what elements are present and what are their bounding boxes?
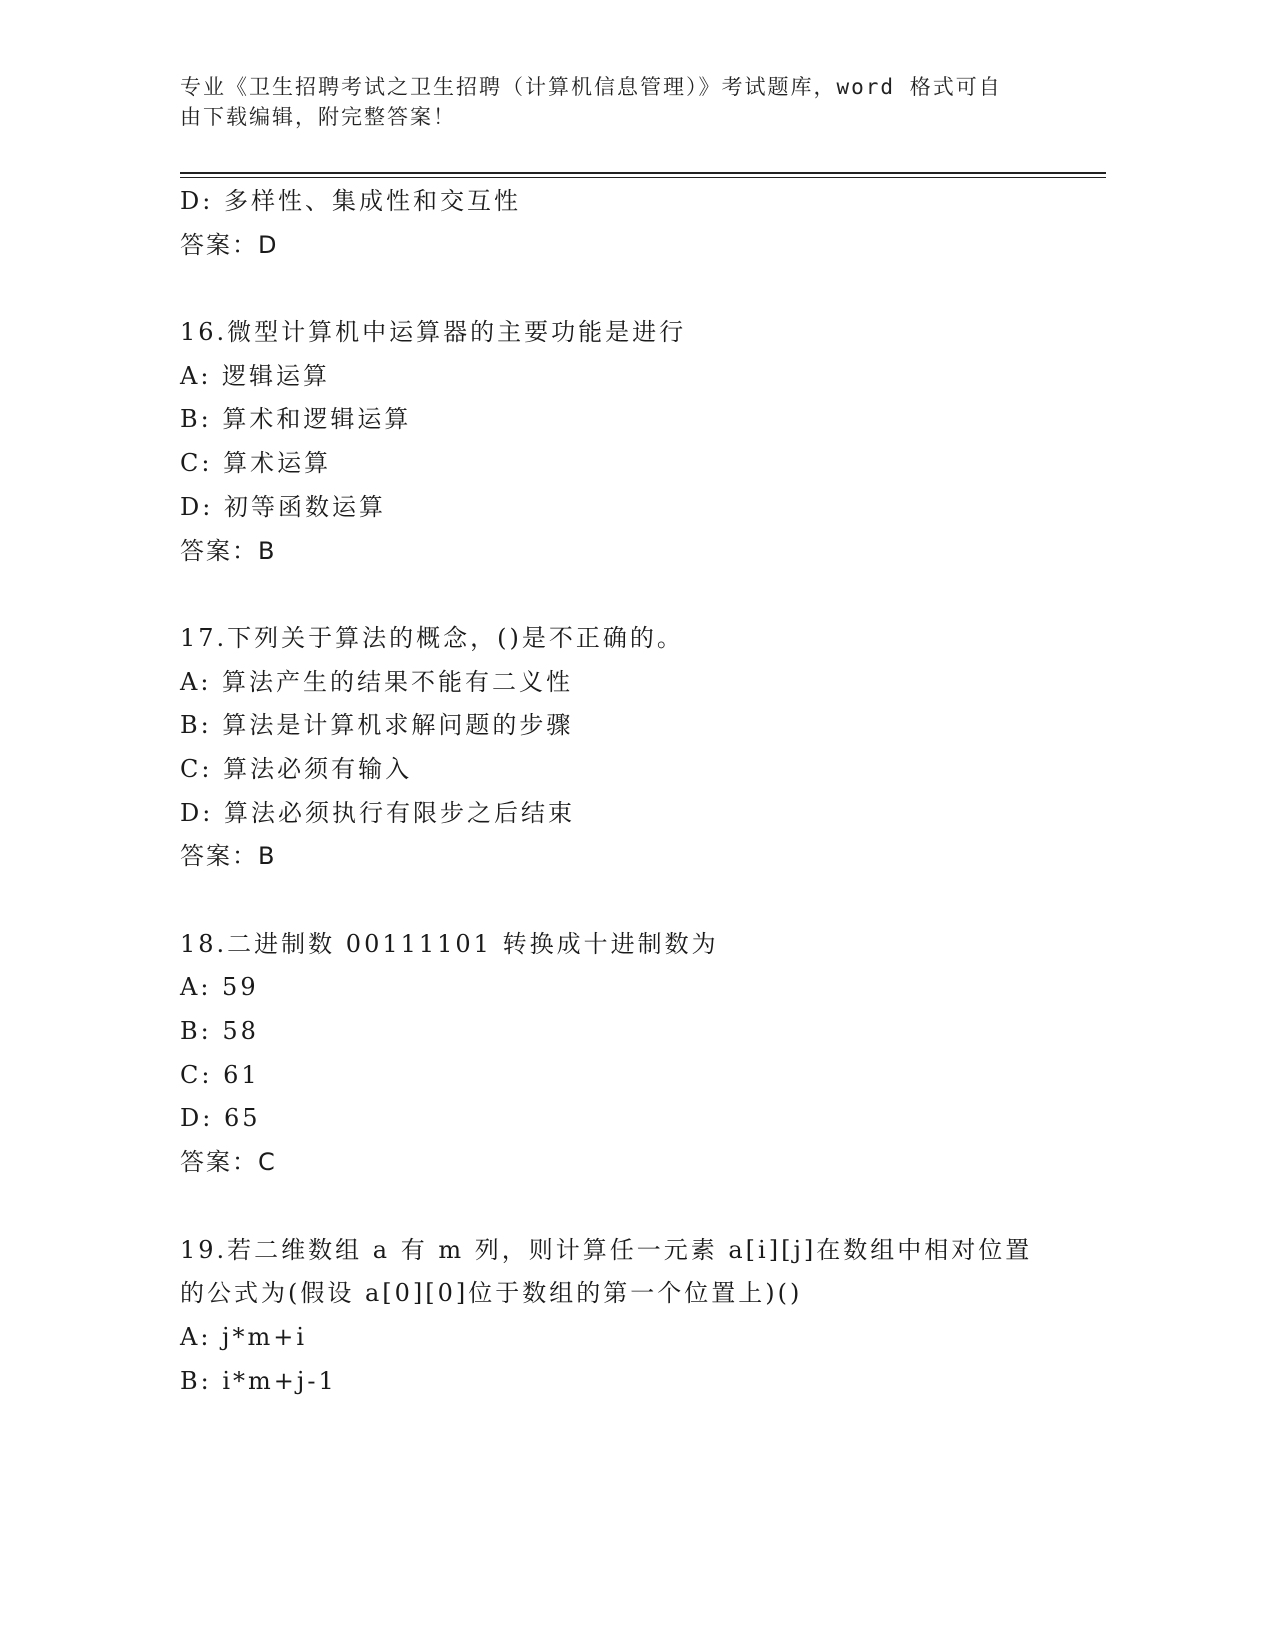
option-b: B: 算法是计算机求解问题的步骤: [180, 711, 574, 740]
question-stem: 17.下列关于算法的概念，()是不正确的。: [180, 623, 684, 652]
prev-option-d: D: 多样性、集成性和交互性: [180, 187, 521, 215]
question-stem: 18.二进制数 00111101 转换成十进制数为: [180, 929, 719, 958]
header-line-2: 由下载编辑，附完整答案！: [180, 105, 456, 129]
option-d: D: 初等函数运算: [180, 492, 386, 521]
prev-answer: 答案：D: [180, 230, 279, 259]
option-b: B: 算术和逻辑运算: [180, 405, 412, 434]
header-line-1: 专业《卫生招聘考试之卫生招聘（计算机信息管理）》考试题库，word 格式可自: [180, 75, 1002, 99]
option-c: C: 算法必须有输入: [180, 754, 413, 783]
question-18: [180, 923, 1080, 1185]
option-d: D: 算法必须执行有限步之后结束: [180, 798, 575, 827]
answer: 答案：C: [180, 1148, 277, 1177]
question-stem: 16.微型计算机中运算器的主要功能是进行: [180, 318, 687, 347]
question-stem-line-2: 的公式为(假设 a[0][0]位于数组的第一个位置上)(): [180, 1279, 803, 1308]
option-d: D: 65: [180, 1104, 261, 1133]
option-b: B: i*m+j-1: [180, 1366, 337, 1395]
question-17: [180, 617, 1080, 879]
option-a: A: 逻辑运算: [180, 361, 331, 390]
spacer: [180, 1185, 1080, 1229]
option-b: B: 58: [180, 1017, 259, 1046]
answer: 答案：B: [180, 842, 277, 871]
option-a: A: 59: [180, 973, 259, 1002]
option-a: A: 算法产生的结果不能有二义性: [180, 667, 574, 696]
question-19: [180, 1229, 1080, 1404]
document-header: [180, 72, 1060, 132]
option-a: A: j*m+i: [180, 1322, 308, 1351]
question-stem-line-1: 19.若二维数组 a 有 m 列，则计算任一元素 a[i][j]在数组中相对位置: [180, 1235, 1033, 1264]
spacer: [180, 267, 1080, 311]
question-16: [180, 311, 1080, 573]
question-list: [180, 180, 1080, 1403]
spacer: [180, 573, 1080, 617]
header-divider-thick: [180, 172, 1106, 174]
option-c: C: 算术运算: [180, 449, 332, 478]
header-divider-thin: [180, 177, 1106, 178]
option-c: C: 61: [180, 1060, 260, 1089]
spacer: [180, 879, 1080, 923]
answer: 答案：B: [180, 536, 277, 565]
